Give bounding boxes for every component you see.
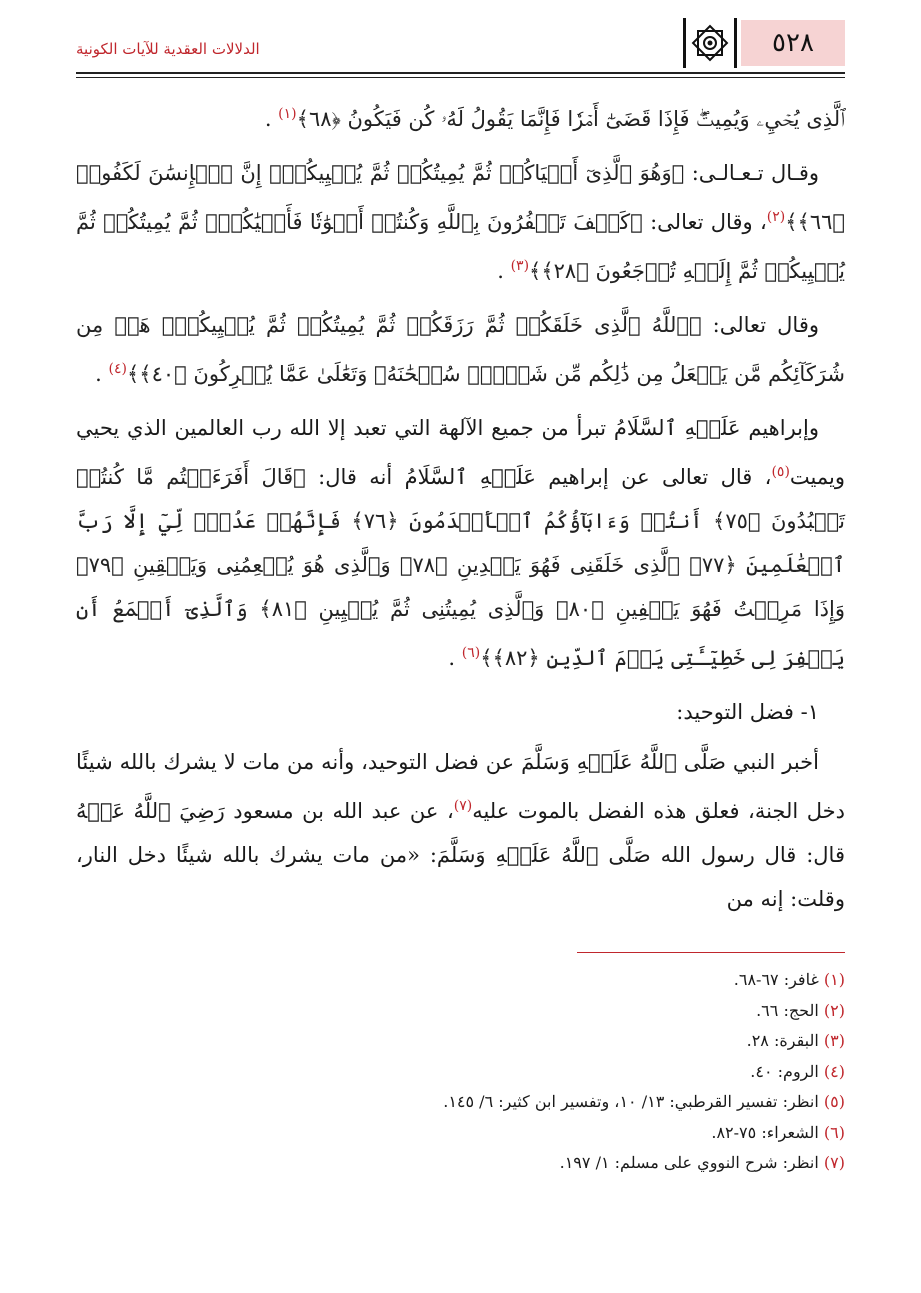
footnote-item: [76, 996, 845, 1027]
body-text: .: [264, 107, 279, 131]
footnote-item: [76, 965, 845, 996]
footnote-item: [76, 1148, 845, 1179]
running-title: الدلالات العقدية للآيات الكونية: [76, 40, 260, 58]
page-number: ٥٢٨: [741, 20, 845, 66]
footnote-ref: (٦): [461, 645, 481, 661]
body-text: وقال تعالى:: [701, 313, 819, 337]
paragraphs-before: [76, 92, 845, 680]
body-text: ، قال تعالى عن إبراهيم عَلَيۡهِ ٱلسَّلَامُ أنه قال:: [305, 465, 772, 489]
footnote-ref: (١): [278, 106, 297, 122]
footnote-text: انظر: شرح النووي على مسلم: ١/ ١٩٧.: [559, 1153, 824, 1172]
body-text: ، وقال تعالى:: [642, 210, 767, 234]
footnote-ref: (٤): [108, 361, 127, 377]
footnote-item: [76, 1118, 845, 1149]
quran-verse: ﴿كَيۡفَ تَكۡفُرُونَ بِٱللَّهِ وَكُنتُمۡ أَمۡوَٰتٗا فَأَحۡيَٰكُمۡۖ ثُمَّ يُمِيتُكُمۡ ثُمَّ يُحۡيِيكُمۡ ثُمَّ إِلَيۡهِ تُرۡجَعُونَ ﴿٢٨﴾﴾: [76, 210, 845, 283]
main-content: [76, 92, 845, 931]
footnote-item: [76, 1026, 845, 1057]
footnote-number: (١): [823, 970, 845, 989]
header-rule-thin: [76, 77, 845, 78]
section-heading: ١- فضل التوحيد:: [676, 700, 819, 724]
footnote-ref: (٧): [453, 798, 473, 814]
header-rule: [76, 72, 845, 74]
body-text: وقـال تـعـالـى:: [684, 161, 820, 185]
footnote-ref: (٢): [766, 209, 786, 225]
footnote-text: البقرة: ٢٨.: [746, 1031, 824, 1050]
body-text: .: [95, 362, 109, 386]
footnote-ref: (٥): [771, 464, 790, 480]
footnotes: [76, 965, 845, 1179]
paragraph: [76, 151, 845, 293]
footnote-number: (٤): [823, 1061, 845, 1081]
footnote-ref: (٣): [510, 258, 530, 274]
footnote-text: غافر: ٦٧-٦٨.: [733, 970, 824, 989]
footnote-text: الشعراء: ٧٥-٨٢.: [711, 1122, 824, 1142]
footnote-number: (٧): [823, 1153, 845, 1172]
footnote-number: (٦): [823, 1122, 845, 1142]
paragraph: [76, 406, 845, 680]
footnote-text: انظر: تفسير القرطبي: ١٣/ ١٠، وتفسير ابن كثير: ٦/ ١٤٥.: [443, 1092, 824, 1111]
quran-verse: ﴿قَالَ أَفَرَءَيۡتُم مَّا كُنتُمۡ تَعۡبُدُونَ ﴿٧٥﴾ أَنتُمۡ وَءَابَآؤُكُمُ ٱلۡأَقۡدَمُونَ ﴿٧٦﴾ فَإِنَّهُمۡ عَدُوّٞ لِّيٓ إِلَّا رَبَّ ٱلۡعَٰلَمِينَ ﴿٧٧﴾ ٱلَّذِى خَلَقَنِى فَهُوَ يَهۡدِينِ ﴿٧٨﴾ وَٱلَّذِى هُوَ يُطۡعِمُنِى وَيَسۡقِينِ ﴿٧٩﴾ وَإِذَا مَرِضۡتُ فَهُوَ يَشۡفِينِ ﴿٨٠﴾ وَٱلَّذِى يُمِيتُنِى ثُمَّ يُحۡيِينِ ﴿٨١﴾ وَٱلَّذِىٓ أَطۡمَعُ أَن يَغۡفِرَ لِى خَطِيٓـَٔتِى يَوۡمَ ٱلدِّينِ ﴿٨٢﴾﴾: [76, 465, 845, 670]
quran-verse: ﴿وَهُوَ ٱلَّذِىٓ أَحۡيَاكُمۡ ثُمَّ يُمِيتُكُمۡ ثُمَّ يُحۡيِيكُمۡۗ إِنَّ ٱلۡإِنسَٰنَ لَكَفُورٞ ﴿٦٦﴾﴾: [76, 161, 845, 234]
body-text: أخبر النبي صَلَّى ٱللَّهُ عَلَيۡهِ وَسَلَّمَ عن فضل التوحيد، وأنه من مات لا يشرك بالله شيئًا دخل الجنة، فعلق هذه الفضل بالموت عليه: [76, 750, 845, 823]
paragraph: [76, 740, 845, 921]
footnote-text: الحج: ٦٦.: [756, 1000, 824, 1020]
paragraphs-after: [76, 740, 845, 921]
footnote-text: الروم: ٤٠.: [750, 1061, 824, 1081]
footnote-item: [76, 1057, 845, 1088]
page-header: [76, 14, 845, 74]
body-text: .: [497, 259, 511, 283]
footnote-number: (٥): [823, 1092, 845, 1111]
quran-verse: ﴿ٱللَّهُ ٱلَّذِى خَلَقَكُمۡ ثُمَّ رَزَقَكُمۡ ثُمَّ يُمِيتُكُمۡ ثُمَّ يُحۡيِيكُمۡۖ هَلۡ مِن شُرَكَآئِكُم مَّن يَفۡعَلُ مِن ذَٰلِكُم مِّن شَيۡءٖۚ سُبۡحَٰنَهُۥ وَتَعَٰلَىٰ عَمَّا يُشۡرِكُونَ ﴿٤٠﴾﴾: [76, 313, 845, 386]
paragraph: [76, 303, 845, 396]
footnote-number: (٣): [823, 1031, 845, 1050]
ornament-icon: [683, 18, 737, 68]
footnote-divider: [577, 952, 845, 953]
body-text: ، عن عبد الله بن مسعود رَضِيَ ٱللَّهُ عَنۡهُ قال: قال رسول الله صَلَّى ٱللَّهُ عَلَيۡهِ وَسَلَّمَ: «من مات يشرك بالله شيئًا دخل النار، وقلت: إنه من: [76, 799, 845, 911]
paragraph: [76, 92, 845, 141]
body-text: وإبراهيم عَلَيۡهِ ٱلسَّلَامُ تبرأ من جميع الآلهة التي تعبد إلا الله رب العالمين الذي يحيي ويميت: [76, 416, 846, 489]
body-text: .: [448, 646, 462, 670]
quran-verse: ٱلَّذِى يُحۡيِۦ وَيُمِيتُۖ فَإِذَا قَضَىٰٓ أَمۡرٗا فَإِنَّمَا يَقُولُ لَهُۥ كُن فَيَكُونُ ﴿٦٨﴾: [296, 107, 845, 131]
footnote-number: (٢): [823, 1000, 845, 1020]
footnote-item: [76, 1087, 845, 1118]
